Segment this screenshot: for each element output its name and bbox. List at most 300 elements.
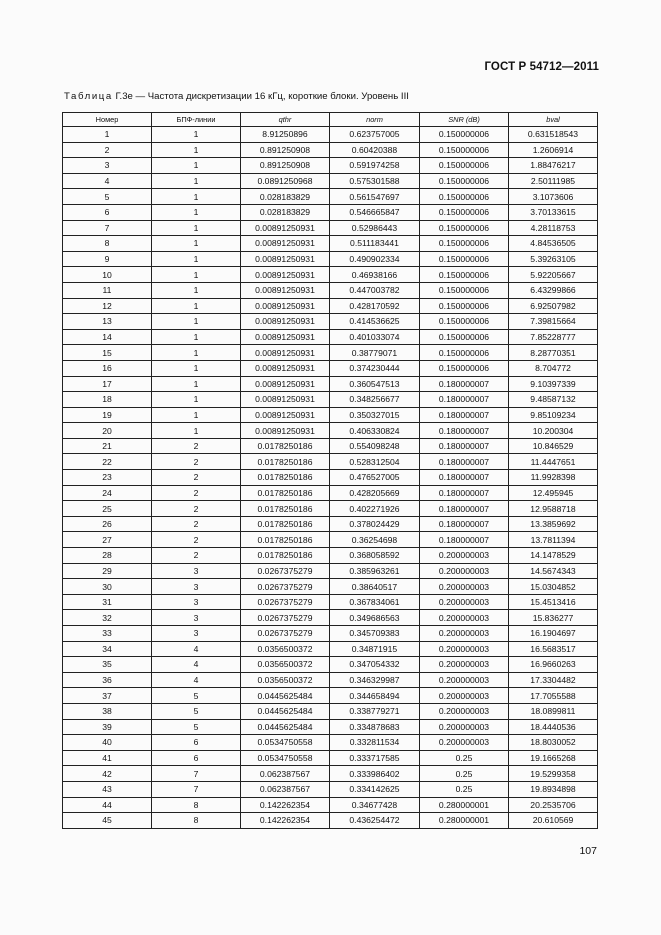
cell-norm: 0.367834061 [330, 594, 420, 610]
cell-bval: 19.1665268 [509, 750, 598, 766]
cell-norm: 0.60420388 [330, 142, 420, 158]
cell-qthr: 0.891250908 [241, 142, 330, 158]
cell-number: 1 [63, 127, 152, 143]
cell-snr: 0.200000003 [420, 657, 509, 673]
column-header-norm: norm [330, 113, 420, 127]
cell-norm: 0.334878683 [330, 719, 420, 735]
cell-fft-lines: 1 [152, 423, 241, 439]
cell-qthr: 0.00891250931 [241, 345, 330, 361]
cell-fft-lines: 1 [152, 329, 241, 345]
cell-norm: 0.333986402 [330, 766, 420, 782]
cell-snr: 0.200000003 [420, 610, 509, 626]
cell-qthr: 0.0267375279 [241, 610, 330, 626]
table-caption [64, 91, 409, 102]
cell-snr: 0.180000007 [420, 532, 509, 548]
cell-bval: 11.4447651 [509, 454, 598, 470]
cell-snr: 0.180000007 [420, 392, 509, 408]
cell-number: 41 [63, 750, 152, 766]
cell-snr: 0.180000007 [420, 407, 509, 423]
cell-number: 43 [63, 781, 152, 797]
cell-qthr: 0.0445625484 [241, 703, 330, 719]
cell-norm: 0.345709383 [330, 626, 420, 642]
table-row [63, 298, 598, 314]
table-row [63, 438, 598, 454]
table-row [63, 236, 598, 252]
cell-bval: 19.5299358 [509, 766, 598, 782]
cell-qthr: 0.00891250931 [241, 360, 330, 376]
cell-snr: 0.180000007 [420, 516, 509, 532]
cell-snr: 0.280000001 [420, 813, 509, 829]
cell-qthr: 0.0356500372 [241, 641, 330, 657]
cell-number: 22 [63, 454, 152, 470]
cell-norm: 0.334142625 [330, 781, 420, 797]
cell-fft-lines: 1 [152, 158, 241, 174]
cell-norm: 0.428205669 [330, 485, 420, 501]
cell-norm: 0.528312504 [330, 454, 420, 470]
table-row [63, 688, 598, 704]
cell-qthr: 0.142262354 [241, 797, 330, 813]
table-row [63, 251, 598, 267]
cell-norm: 0.378024429 [330, 516, 420, 532]
cell-snr: 0.180000007 [420, 438, 509, 454]
cell-fft-lines: 3 [152, 610, 241, 626]
cell-number: 26 [63, 516, 152, 532]
cell-fft-lines: 2 [152, 485, 241, 501]
cell-fft-lines: 1 [152, 236, 241, 252]
cell-number: 13 [63, 314, 152, 330]
cell-norm: 0.34871915 [330, 641, 420, 657]
cell-number: 32 [63, 610, 152, 626]
cell-fft-lines: 1 [152, 142, 241, 158]
table-row [63, 516, 598, 532]
cell-fft-lines: 8 [152, 813, 241, 829]
cell-snr: 0.150000006 [420, 173, 509, 189]
cell-norm: 0.575301588 [330, 173, 420, 189]
cell-number: 24 [63, 485, 152, 501]
caption-label: Таблица [64, 91, 113, 102]
cell-norm: 0.561547697 [330, 189, 420, 205]
cell-fft-lines: 1 [152, 360, 241, 376]
cell-qthr: 0.00891250931 [241, 282, 330, 298]
cell-bval: 4.28118753 [509, 220, 598, 236]
cell-norm: 0.490902334 [330, 251, 420, 267]
cell-norm: 0.546665847 [330, 204, 420, 220]
cell-snr: 0.25 [420, 750, 509, 766]
table-row [63, 173, 598, 189]
cell-qthr: 0.0891250968 [241, 173, 330, 189]
cell-norm: 0.350327015 [330, 407, 420, 423]
cell-qthr: 0.0178250186 [241, 501, 330, 517]
cell-number: 4 [63, 173, 152, 189]
cell-qthr: 0.00891250931 [241, 407, 330, 423]
cell-snr: 0.200000003 [420, 703, 509, 719]
cell-qthr: 0.0534750558 [241, 735, 330, 751]
cell-norm: 0.401033074 [330, 329, 420, 345]
cell-qthr: 8.91250896 [241, 127, 330, 143]
cell-bval: 9.10397339 [509, 376, 598, 392]
cell-norm: 0.591974258 [330, 158, 420, 174]
table-row [63, 672, 598, 688]
cell-number: 44 [63, 797, 152, 813]
cell-number: 23 [63, 470, 152, 486]
table-row [63, 142, 598, 158]
column-header-bval: bval [509, 113, 598, 127]
table-row [63, 454, 598, 470]
cell-norm: 0.402271926 [330, 501, 420, 517]
cell-bval: 20.2535706 [509, 797, 598, 813]
cell-fft-lines: 1 [152, 173, 241, 189]
column-header-number: Номер [63, 113, 152, 127]
cell-number: 12 [63, 298, 152, 314]
cell-number: 37 [63, 688, 152, 704]
caption-text: Г.3е — Частота дискретизации 16 кГц, короткие блоки. Уровень III [115, 91, 409, 102]
cell-bval: 20.610569 [509, 813, 598, 829]
cell-bval: 7.85228777 [509, 329, 598, 345]
cell-snr: 0.200000003 [420, 579, 509, 595]
table-row [63, 735, 598, 751]
cell-fft-lines: 3 [152, 563, 241, 579]
cell-qthr: 0.891250908 [241, 158, 330, 174]
cell-number: 35 [63, 657, 152, 673]
table-row [63, 532, 598, 548]
cell-qthr: 0.028183829 [241, 204, 330, 220]
cell-bval: 16.5683517 [509, 641, 598, 657]
cell-qthr: 0.142262354 [241, 813, 330, 829]
cell-fft-lines: 8 [152, 797, 241, 813]
cell-number: 17 [63, 376, 152, 392]
table-row [63, 501, 598, 517]
cell-bval: 16.1904697 [509, 626, 598, 642]
cell-qthr: 0.0445625484 [241, 688, 330, 704]
cell-fft-lines: 4 [152, 657, 241, 673]
cell-qthr: 0.0267375279 [241, 626, 330, 642]
cell-qthr: 0.0267375279 [241, 594, 330, 610]
cell-norm: 0.349686563 [330, 610, 420, 626]
table-row [63, 610, 598, 626]
cell-bval: 1.2606914 [509, 142, 598, 158]
cell-snr: 0.200000003 [420, 719, 509, 735]
cell-number: 33 [63, 626, 152, 642]
cell-qthr: 0.0267375279 [241, 563, 330, 579]
table-body [63, 127, 598, 829]
cell-fft-lines: 5 [152, 688, 241, 704]
cell-number: 20 [63, 423, 152, 439]
cell-snr: 0.200000003 [420, 626, 509, 642]
cell-norm: 0.623757005 [330, 127, 420, 143]
cell-number: 6 [63, 204, 152, 220]
cell-fft-lines: 3 [152, 594, 241, 610]
cell-fft-lines: 1 [152, 376, 241, 392]
table-row [63, 813, 598, 829]
cell-norm: 0.332811534 [330, 735, 420, 751]
cell-snr: 0.150000006 [420, 127, 509, 143]
cell-bval: 3.1073606 [509, 189, 598, 205]
cell-snr: 0.200000003 [420, 563, 509, 579]
cell-number: 42 [63, 766, 152, 782]
cell-qthr: 0.062387567 [241, 781, 330, 797]
cell-snr: 0.150000006 [420, 189, 509, 205]
cell-snr: 0.150000006 [420, 220, 509, 236]
cell-norm: 0.368058592 [330, 548, 420, 564]
cell-fft-lines: 1 [152, 345, 241, 361]
cell-qthr: 0.0178250186 [241, 548, 330, 564]
cell-qthr: 0.00891250931 [241, 376, 330, 392]
cell-bval: 15.4513416 [509, 594, 598, 610]
cell-snr: 0.25 [420, 781, 509, 797]
cell-fft-lines: 5 [152, 703, 241, 719]
cell-norm: 0.476527005 [330, 470, 420, 486]
cell-bval: 6.92507982 [509, 298, 598, 314]
cell-fft-lines: 5 [152, 719, 241, 735]
cell-number: 15 [63, 345, 152, 361]
cell-fft-lines: 7 [152, 766, 241, 782]
page-number: 107 [579, 845, 597, 857]
cell-qthr: 0.0267375279 [241, 579, 330, 595]
cell-norm: 0.346329987 [330, 672, 420, 688]
table-header-row [63, 113, 598, 127]
cell-norm: 0.374230444 [330, 360, 420, 376]
cell-fft-lines: 1 [152, 314, 241, 330]
cell-number: 14 [63, 329, 152, 345]
table-row [63, 797, 598, 813]
cell-norm: 0.360547513 [330, 376, 420, 392]
cell-bval: 9.48587132 [509, 392, 598, 408]
cell-bval: 5.39263105 [509, 251, 598, 267]
cell-bval: 19.8934898 [509, 781, 598, 797]
cell-number: 28 [63, 548, 152, 564]
cell-fft-lines: 1 [152, 282, 241, 298]
cell-snr: 0.150000006 [420, 267, 509, 283]
cell-snr: 0.180000007 [420, 376, 509, 392]
cell-fft-lines: 2 [152, 438, 241, 454]
column-header-snr: SNR (dB) [420, 113, 509, 127]
cell-bval: 14.1478529 [509, 548, 598, 564]
cell-bval: 18.8030052 [509, 735, 598, 751]
table-row [63, 657, 598, 673]
cell-bval: 16.9660263 [509, 657, 598, 673]
cell-number: 21 [63, 438, 152, 454]
cell-norm: 0.511183441 [330, 236, 420, 252]
cell-qthr: 0.00891250931 [241, 220, 330, 236]
cell-fft-lines: 1 [152, 407, 241, 423]
cell-qthr: 0.0178250186 [241, 516, 330, 532]
cell-qthr: 0.00891250931 [241, 298, 330, 314]
cell-snr: 0.150000006 [420, 360, 509, 376]
cell-number: 34 [63, 641, 152, 657]
cell-number: 30 [63, 579, 152, 595]
cell-fft-lines: 1 [152, 189, 241, 205]
cell-fft-lines: 4 [152, 641, 241, 657]
cell-qthr: 0.062387567 [241, 766, 330, 782]
cell-snr: 0.150000006 [420, 298, 509, 314]
cell-qthr: 0.00891250931 [241, 423, 330, 439]
cell-number: 36 [63, 672, 152, 688]
cell-qthr: 0.00891250931 [241, 314, 330, 330]
cell-fft-lines: 1 [152, 251, 241, 267]
cell-norm: 0.36254698 [330, 532, 420, 548]
cell-snr: 0.280000001 [420, 797, 509, 813]
cell-number: 38 [63, 703, 152, 719]
table-row [63, 548, 598, 564]
cell-norm: 0.34677428 [330, 797, 420, 813]
cell-bval: 12.495945 [509, 485, 598, 501]
table-row [63, 750, 598, 766]
cell-bval: 7.39815664 [509, 314, 598, 330]
cell-fft-lines: 3 [152, 579, 241, 595]
cell-number: 45 [63, 813, 152, 829]
cell-fft-lines: 1 [152, 204, 241, 220]
cell-bval: 8.704772 [509, 360, 598, 376]
cell-qthr: 0.0356500372 [241, 657, 330, 673]
cell-fft-lines: 1 [152, 127, 241, 143]
cell-snr: 0.200000003 [420, 548, 509, 564]
cell-bval: 18.0899811 [509, 703, 598, 719]
cell-snr: 0.200000003 [420, 735, 509, 751]
cell-number: 25 [63, 501, 152, 517]
cell-snr: 0.150000006 [420, 345, 509, 361]
cell-number: 19 [63, 407, 152, 423]
column-header-qthr: qthr [241, 113, 330, 127]
cell-qthr: 0.0356500372 [241, 672, 330, 688]
cell-number: 7 [63, 220, 152, 236]
table-row [63, 329, 598, 345]
table-row [63, 719, 598, 735]
cell-fft-lines: 2 [152, 532, 241, 548]
table-row [63, 204, 598, 220]
cell-qthr: 0.0178250186 [241, 438, 330, 454]
cell-norm: 0.338779271 [330, 703, 420, 719]
table-row [63, 579, 598, 595]
cell-norm: 0.348256677 [330, 392, 420, 408]
table-row [63, 626, 598, 642]
cell-number: 40 [63, 735, 152, 751]
cell-qthr: 0.0178250186 [241, 454, 330, 470]
cell-number: 18 [63, 392, 152, 408]
cell-fft-lines: 6 [152, 735, 241, 751]
cell-qthr: 0.0178250186 [241, 532, 330, 548]
cell-bval: 11.9928398 [509, 470, 598, 486]
cell-number: 16 [63, 360, 152, 376]
cell-snr: 0.150000006 [420, 282, 509, 298]
cell-snr: 0.180000007 [420, 470, 509, 486]
cell-norm: 0.344658494 [330, 688, 420, 704]
cell-norm: 0.406330824 [330, 423, 420, 439]
cell-qthr: 0.028183829 [241, 189, 330, 205]
cell-bval: 10.846529 [509, 438, 598, 454]
cell-fft-lines: 4 [152, 672, 241, 688]
cell-number: 8 [63, 236, 152, 252]
cell-number: 9 [63, 251, 152, 267]
cell-snr: 0.150000006 [420, 204, 509, 220]
table-row [63, 407, 598, 423]
cell-bval: 17.7055588 [509, 688, 598, 704]
cell-bval: 13.7811394 [509, 532, 598, 548]
cell-fft-lines: 1 [152, 267, 241, 283]
cell-qthr: 0.00891250931 [241, 236, 330, 252]
cell-snr: 0.150000006 [420, 329, 509, 345]
cell-snr: 0.150000006 [420, 236, 509, 252]
cell-number: 10 [63, 267, 152, 283]
cell-fft-lines: 2 [152, 454, 241, 470]
cell-qthr: 0.0178250186 [241, 485, 330, 501]
table-row [63, 345, 598, 361]
table-row [63, 127, 598, 143]
cell-snr: 0.150000006 [420, 251, 509, 267]
cell-bval: 13.3859692 [509, 516, 598, 532]
cell-number: 5 [63, 189, 152, 205]
table-row [63, 703, 598, 719]
table-row [63, 594, 598, 610]
cell-snr: 0.200000003 [420, 641, 509, 657]
cell-qthr: 0.00891250931 [241, 392, 330, 408]
cell-bval: 17.3304482 [509, 672, 598, 688]
table-row [63, 766, 598, 782]
table-row [63, 360, 598, 376]
cell-snr: 0.200000003 [420, 594, 509, 610]
standard-designation: ГОСТ Р 54712—2011 [484, 61, 599, 73]
cell-norm: 0.414536625 [330, 314, 420, 330]
cell-number: 27 [63, 532, 152, 548]
cell-snr: 0.25 [420, 766, 509, 782]
cell-qthr: 0.00891250931 [241, 267, 330, 283]
cell-fft-lines: 2 [152, 501, 241, 517]
cell-qthr: 0.0445625484 [241, 719, 330, 735]
cell-bval: 1.88476217 [509, 158, 598, 174]
cell-snr: 0.150000006 [420, 314, 509, 330]
cell-bval: 9.85109234 [509, 407, 598, 423]
cell-fft-lines: 2 [152, 548, 241, 564]
cell-norm: 0.333717585 [330, 750, 420, 766]
cell-norm: 0.447003782 [330, 282, 420, 298]
table-row [63, 485, 598, 501]
table-row [63, 423, 598, 439]
cell-bval: 8.28770351 [509, 345, 598, 361]
cell-qthr: 0.0534750558 [241, 750, 330, 766]
cell-snr: 0.150000006 [420, 142, 509, 158]
cell-fft-lines: 7 [152, 781, 241, 797]
cell-snr: 0.180000007 [420, 454, 509, 470]
cell-bval: 14.5674343 [509, 563, 598, 579]
cell-fft-lines: 2 [152, 516, 241, 532]
cell-fft-lines: 1 [152, 220, 241, 236]
cell-norm: 0.46938166 [330, 267, 420, 283]
cell-bval: 15.836277 [509, 610, 598, 626]
cell-number: 31 [63, 594, 152, 610]
cell-fft-lines: 1 [152, 298, 241, 314]
cell-bval: 3.70133615 [509, 204, 598, 220]
table-row [63, 781, 598, 797]
cell-snr: 0.180000007 [420, 485, 509, 501]
cell-qthr: 0.0178250186 [241, 470, 330, 486]
cell-norm: 0.38779071 [330, 345, 420, 361]
cell-fft-lines: 6 [152, 750, 241, 766]
cell-snr: 0.200000003 [420, 672, 509, 688]
data-table [62, 112, 598, 829]
cell-bval: 2.50111985 [509, 173, 598, 189]
cell-bval: 5.92205667 [509, 267, 598, 283]
cell-snr: 0.180000007 [420, 423, 509, 439]
cell-number: 29 [63, 563, 152, 579]
cell-norm: 0.436254472 [330, 813, 420, 829]
table-row [63, 563, 598, 579]
cell-norm: 0.428170592 [330, 298, 420, 314]
column-header-fft-lines: БПФ-линии [152, 113, 241, 127]
cell-snr: 0.200000003 [420, 688, 509, 704]
cell-bval: 12.9588718 [509, 501, 598, 517]
cell-bval: 15.0304852 [509, 579, 598, 595]
cell-bval: 0.631518543 [509, 127, 598, 143]
cell-norm: 0.554098248 [330, 438, 420, 454]
